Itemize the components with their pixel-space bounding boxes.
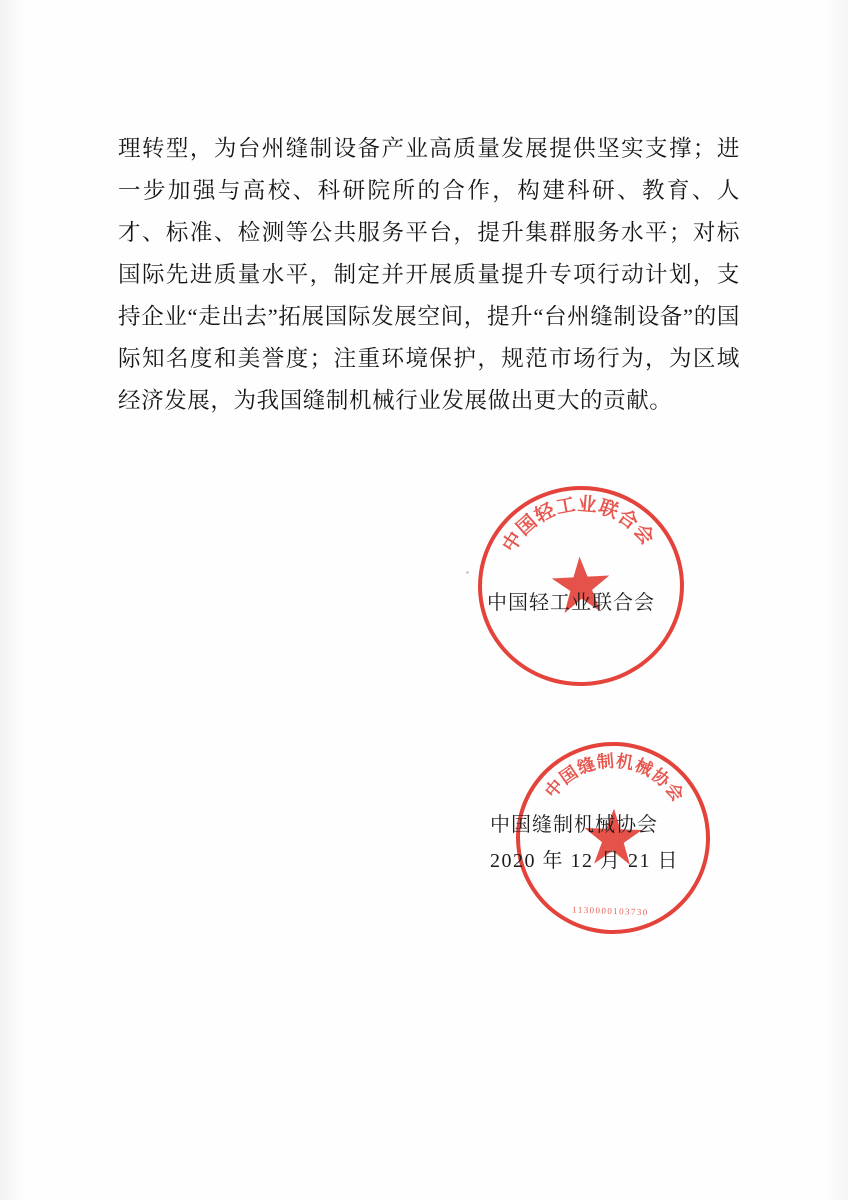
seal-sewing-machinery bbox=[513, 739, 714, 938]
seal-registration-number: 1130000103730 bbox=[572, 904, 649, 918]
seal-arc-label-top: 中国轻工业联合会 bbox=[499, 494, 659, 557]
svg-text:中国轻工业联合会 bbox=[495, 489, 660, 557]
seal-arc-label-bottom: 中国缝制机械协会 bbox=[541, 751, 688, 806]
svg-text:中国缝制机械协会 bbox=[540, 748, 689, 806]
body-paragraph: 理转型，为台州缝制设备产业高质量发展提供坚实支撑；进一步加强与高校、科研院所的合作，构建科研、教育、人才、标准、检测等公共服务平台，提升集群服务水平；对标国际先进质量水平，制定并开展质量提升专项行动计划，支持企业“走出去”拓展国际发展空间，提升“台州缝制设备”的国际知名度和美誉度；注重环境保护，规范市场行为，为区域经济发展，为我国缝制机械行业发展做出更大的贡献。 bbox=[118, 136, 740, 413]
body-text-block bbox=[118, 128, 740, 422]
signature-date: 2020 年 12 月 21 日 bbox=[490, 850, 679, 872]
signature-org-primary: 中国轻工业联合会 bbox=[487, 592, 655, 614]
signature-org-secondary: 中国缝制机械协会 bbox=[490, 814, 658, 836]
scan-speck bbox=[466, 571, 469, 574]
